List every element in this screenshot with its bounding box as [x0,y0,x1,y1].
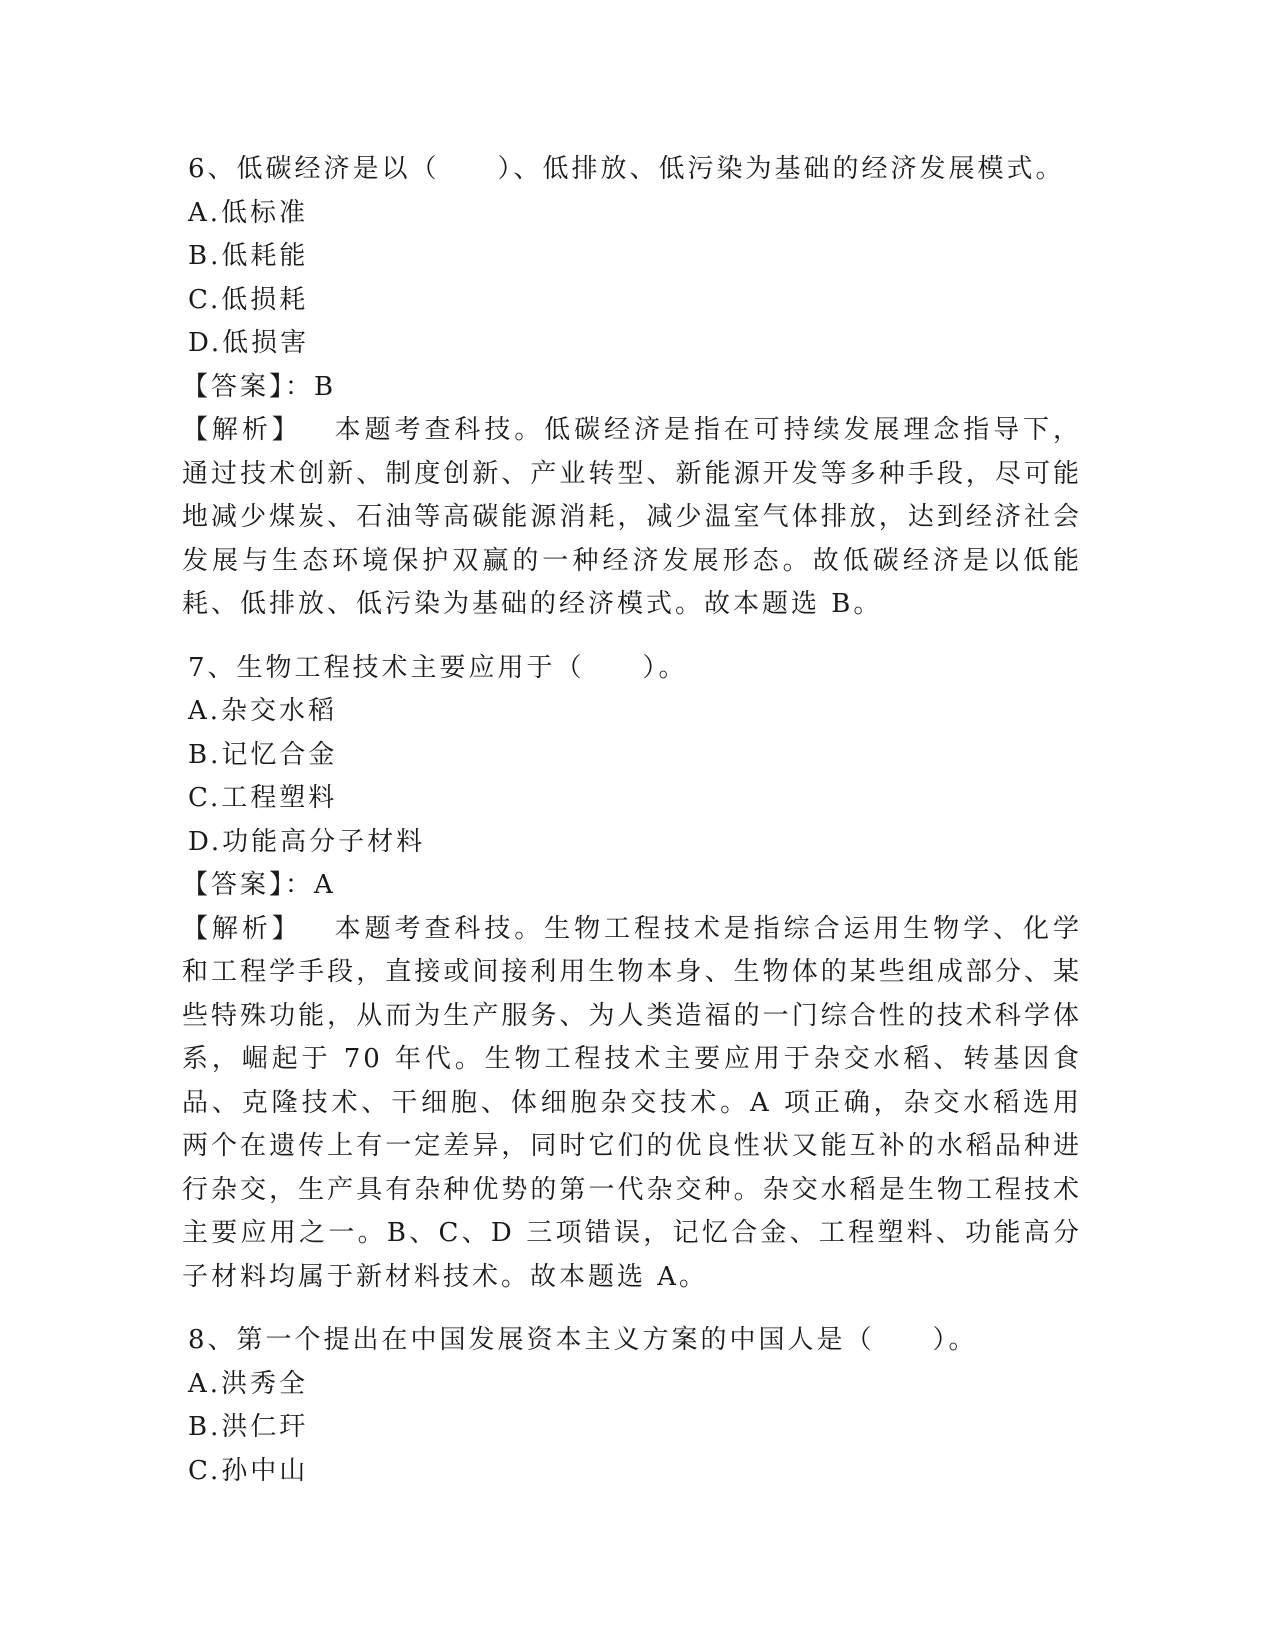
analysis-text: 本题考查科技。低碳经济是指在可持续发展理念指导下，通过技术创新、制度创新、产业转型、新能源开发等多种手段，尽可能地减少煤炭、石油等高碳能源消耗，减少温室气体排放，达到经济社会发展与生态环境保护双赢的一种经济发展形态。故低碳经济是以低能耗、低排放、低污染为基础的经济模式。故本题选 B。 [182,415,1082,619]
question-8 [188,1319,1088,1493]
option-c: C.孙中山 [188,1455,309,1486]
analysis-label: 【解析】 [182,913,302,944]
option-b: B.记忆合金 [188,739,338,770]
analysis-label: 【解析】 [182,415,302,445]
question-6 [182,148,1088,627]
option-a: A.低标准 [188,197,309,228]
option-c: C.工程塑料 [188,783,338,813]
answer-label: 【答案】： [182,371,315,402]
question-stem: 6、低碳经济是以（ ）、低排放、低污染为基础的经济发展模式。 [188,154,1065,184]
question-stem: 7、生物工程技术主要应用于（ ）。 [188,652,688,683]
option-c: C.低损耗 [188,284,309,315]
answer-line [182,864,1088,908]
option-d: D.功能高分子材料 [188,826,426,857]
analysis-text: 本题考查科技。生物工程技术是指综合运用生物学、化学和工程学手段，直接或间接利用生物本身、生物体的某些组成部分、某些特殊功能，从而为生产服务、为人类造福的一门综合性的技术科学体系，崛起于 70 年代。生物工程技术主要应用于杂交水稻、转基因食品、克隆技术、干细胞、体细胞杂交技术。A 项正确，杂交水稻选用两个在遗传上有一定差异，同时它们的优良性状又能互补的水稻品种进行杂交，生产具有杂种优势的第一代杂交种。杂交水稻是生物工程技术主要应用之一。B、C、D 三项错误，记忆合金、工程塑料、功能高分子材料均属于新材料技术。故本题选 A。 [182,913,1082,1292]
question-7 [182,647,1088,1300]
answer-line [182,366,1088,410]
option-b: B.洪仁玕 [188,1412,309,1442]
answer-value: B [314,371,337,402]
answer-value: A [314,870,336,900]
answer-label: 【答案】： [182,870,315,900]
document-page [182,148,1088,1493]
option-b: B.低耗能 [188,241,309,271]
analysis-paragraph [182,908,1082,1300]
question-stem: 8、第一个提出在中国发展资本主义方案的中国人是（ ）。 [188,1325,978,1355]
analysis-paragraph [182,409,1082,627]
option-d: D.低损害 [188,328,310,358]
option-a: A.杂交水稻 [188,696,338,726]
option-a: A.洪秀全 [188,1368,309,1399]
